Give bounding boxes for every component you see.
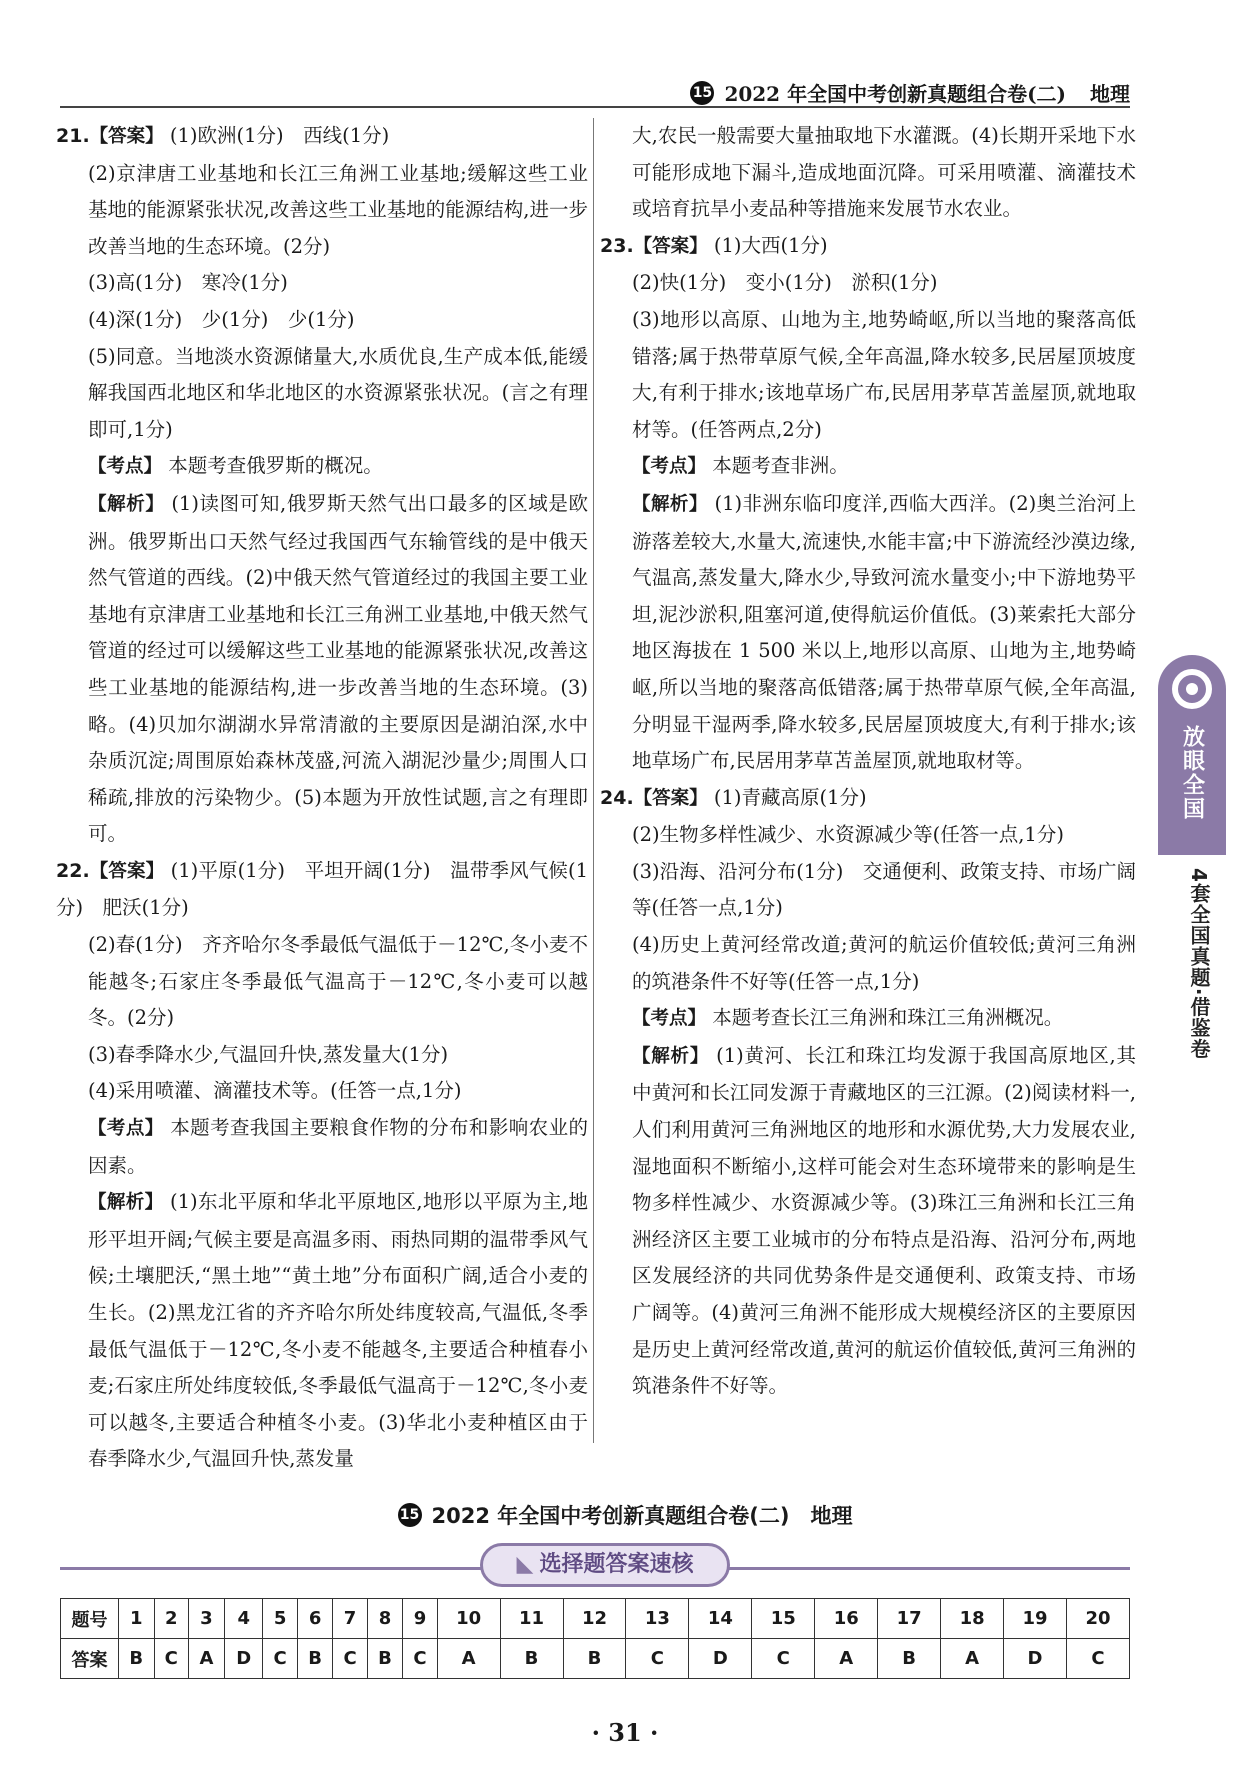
q21-answer-line-3: (3)高(1分) 寒冷(1分) — [88, 271, 288, 295]
table-row-numbers — [61, 1599, 1130, 1639]
answer-cell: C — [626, 1639, 689, 1679]
question-number-cell: 1 — [119, 1599, 155, 1639]
answer-cell: C — [333, 1639, 367, 1679]
answer-cell: B — [297, 1639, 333, 1679]
q24-kaodian: 【考点】 本题考查长江三角洲和珠江三角洲概况。 — [632, 1006, 1064, 1030]
q24-answer-line-2: (2)生物多样性减少、水资源减少等(任答一点,1分) — [632, 823, 1064, 847]
side-tab-label: 放眼全国 — [1179, 725, 1205, 821]
q22-answer-line-1: 22.【答案】 (1)平原(1分) 平坦开阔(1分) 温带季风气候(1分) 肥沃(1分) — [56, 858, 588, 920]
header-subject: 地理 — [1090, 82, 1130, 106]
question-number-cell: 15 — [752, 1599, 815, 1639]
q24-answer-line-1: 24.【答案】 (1)青藏高原(1分) — [600, 785, 867, 809]
question-number-cell: 8 — [367, 1599, 403, 1639]
q22-answer-line-2: (2)春(1分) 齐齐哈尔冬季最低气温低于－12℃,冬小麦不能越冬;石家庄冬季最低气温高于－12℃,冬小麦可以越冬。(2分) — [88, 933, 588, 1030]
answer-cell: B — [119, 1639, 155, 1679]
quick-check-banner — [480, 1543, 730, 1587]
q21-answer-line-5: (5)同意。当地淡水资源储量大,水质优良,生产成本低,能缓解我国西北地区和华北地区的水资源紧张状况。(言之有理即可,1分) — [88, 344, 588, 441]
question-number-cell: 17 — [878, 1599, 941, 1639]
page-number: · 31 · — [591, 1718, 659, 1747]
question-number-cell: 2 — [154, 1599, 188, 1639]
left-column — [56, 118, 588, 1478]
question-number-cell: 4 — [224, 1599, 263, 1639]
answer-key-title-text: 2022 年全国中考创新真题组合卷(二) 地理 — [431, 1504, 853, 1528]
q24-answer-line-4: (4)历史上黄河经常改道;黄河的航运价值较低;黄河三角洲的筑港条件不好等(任答一点,1分) — [632, 933, 1136, 993]
question-number-cell: 9 — [403, 1599, 437, 1639]
side-subtitle: 4套全国真题·借鉴卷 — [1187, 868, 1211, 1060]
q22-answer-line-4: (4)采用喷灌、滴灌技术等。(任答一点,1分) — [88, 1079, 462, 1103]
side-section-tab — [1158, 655, 1226, 855]
answer-cell: D — [224, 1639, 263, 1679]
q21-answer-line-2: (2)京津唐工业基地和长江三角洲工业基地;缓解这些工业基地的能源紧张状况,改善这些工业基地的能源结构,进一步改善当地的生态环境。(2分) — [88, 161, 588, 258]
q21-answer-line-1: 21.【答案】 (1)欧洲(1分) 西线(1分) — [56, 124, 390, 147]
question-number-cell: 6 — [297, 1599, 333, 1639]
target-icon — [1172, 669, 1212, 709]
question-number-cell: 12 — [563, 1599, 626, 1639]
q22-jiexi: 【解析】 (1)东北平原和华北平原地区,地形以平原为主,地形平坦开阔;气候主要是高温多雨、雨热同期的温带季风气候;土壤肥沃,“黑土地”“黄土地”分布面积广阔,适合小麦的生长。(2)黑龙江省的齐齐哈尔所处纬度较高,气温低,冬季最低气温低于－12℃,冬小麦不能越冬,主要适合种植春小麦;石家庄所处纬度较低,冬季最低气温高于－12℃,冬小麦可以越冬,主要适合种植冬小麦。(3)华北小麦种植区由于春季降水少,气温回升快,蒸发量 — [88, 1190, 588, 1471]
question-number-cell: 16 — [815, 1599, 878, 1639]
question-number-cell: 13 — [626, 1599, 689, 1639]
row-header-answer: 答案 — [61, 1639, 119, 1679]
question-number-cell: 10 — [437, 1599, 500, 1639]
question-number-cell: 19 — [1004, 1599, 1067, 1639]
answer-table — [60, 1598, 1130, 1679]
row-header-number: 题号 — [61, 1599, 119, 1639]
answer-cell: C — [263, 1639, 297, 1679]
banner-label: 选择题答案速核 — [539, 1552, 694, 1577]
answer-cell: A — [941, 1639, 1004, 1679]
answer-key-title — [0, 1500, 1250, 1530]
answer-cell: D — [689, 1639, 752, 1679]
question-number-cell: 20 — [1067, 1599, 1130, 1639]
q23-answer-line-3: (3)地形以高原、山地为主,地势崎岖,所以当地的聚落高低错落;属于热带草原气候,全年高温,降水较多,民居屋顶坡度大,有利于排水;该地草场广布,民居用茅草苫盖屋顶,就地取材等。(任答两点,2分) — [632, 307, 1136, 441]
answer-cell: A — [188, 1639, 224, 1679]
question-number-cell: 18 — [941, 1599, 1004, 1639]
q21-jiexi: 【解析】 (1)读图可知,俄罗斯天然气出口最多的区域是欧洲。俄罗斯出口天然气经过我国西气东输管线的是中俄天然气管道的西线。(2)中俄天然气管道经过的我国主要工业基地有京津唐工业基地和长江三角洲工业基地,中俄天然气管道的经过可以缓解这些工业基地的能源紧张状况,改善这些工业基地的能源结构,进一步改善当地的生态环境。(3)略。(4)贝加尔湖湖水异常清澈的主要原因是湖泊深,水中杂质沉淀;周围原始森林茂盛,河流入湖泥沙量少;周围人口稀疏,排放的污染物少。(5)本题为开放性试题,言之有理即可。 — [88, 491, 588, 846]
question-number-cell: 7 — [333, 1599, 367, 1639]
answer-cell: A — [815, 1639, 878, 1679]
answer-cell: C — [403, 1639, 437, 1679]
answer-cell: C — [752, 1639, 815, 1679]
q24-jiexi: 【解析】 (1)黄河、长江和珠江均发源于我国高原地区,其中黄河和长江同发源于青藏地区的三江源。(2)阅读材料一,人们利用黄河三角洲地区的地形和水源优势,大力发展农业,湿地面积不断缩小,这样可能会对生态环境带来的影响是生物多样性减少、水资源减少等。(3)珠江三角洲和长江三角洲经济区主要工业城市的分布特点是沿海、沿河分布,两地区发展经济的共同优势条件是交通便利、政策支持、市场广阔等。(4)黄河三角洲不能形成大规模经济区的主要原因是历史上黄河经常改道,黄河的航运价值较低,黄河三角洲的筑港条件不好等。 — [632, 1043, 1136, 1398]
table-row-answers — [61, 1639, 1130, 1679]
right-column — [600, 118, 1136, 1405]
answer-key-circle-number: 15 — [398, 1503, 422, 1527]
q21-answer-line-4: (4)深(1分) 少(1分) 少(1分) — [88, 307, 355, 331]
answer-cell: C — [154, 1639, 188, 1679]
question-number-cell: 5 — [263, 1599, 297, 1639]
header-circle-number: 15 — [690, 81, 714, 105]
answer-cell: B — [367, 1639, 403, 1679]
answer-cell: B — [878, 1639, 941, 1679]
header-title-group — [690, 78, 1130, 107]
q23-jiexi: 【解析】 (1)非洲东临印度洋,西临大西洋。(2)奥兰治河上游落差较大,水量大,流速快,水能丰富;中下游流经沙漠边缘,气温高,蒸发量大,降水少,导致河流水量变小;中下游地势平坦,泥沙淤积,阻塞河道,使得航运价值低。(3)莱索托大部分地区海拔在 1 500 米以上,地形以高原、山地为主,地势崎岖,所以当地的聚落高低错落;属于热带草原气候,全年高温,分明显干湿两季,降水较多,民居屋顶坡度大,有利于排水;该地草场广布,民居用茅草苫盖屋顶,就地取材等。 — [632, 491, 1136, 773]
q22-kaodian: 【考点】 本题考查我国主要粮食作物的分布和影响农业的因素。 — [88, 1116, 588, 1177]
q21-kaodian: 【考点】 本题考查俄罗斯的概况。 — [88, 454, 383, 478]
q23-answer-line-2: (2)快(1分) 变小(1分) 淤积(1分) — [632, 271, 938, 295]
q22-answer-line-3: (3)春季降水少,气温回升快,蒸发量大(1分) — [88, 1042, 449, 1066]
arrow-icon: ◣ — [516, 1552, 534, 1577]
header-title: 2022 年全国中考创新真题组合卷(二) — [724, 82, 1066, 106]
answer-cell: D — [1004, 1639, 1067, 1679]
column-divider — [593, 118, 594, 1443]
answer-cell: C — [1067, 1639, 1130, 1679]
question-number-cell: 14 — [689, 1599, 752, 1639]
q23-answer-line-1: 23.【答案】 (1)大西(1分) — [600, 233, 828, 257]
q22-jiexi-continued: 大,农民一般需要大量抽取地下水灌溉。(4)长期开采地下水可能形成地下漏斗,造成地面沉降。可采用喷灌、滴灌技术或培育抗旱小麦品种等措施来发展节水农业。 — [632, 124, 1136, 221]
answer-cell: B — [500, 1639, 563, 1679]
q23-kaodian: 【考点】 本题考查非洲。 — [632, 454, 849, 478]
page-header — [60, 78, 1130, 108]
answer-cell: A — [437, 1639, 500, 1679]
question-number-cell: 11 — [500, 1599, 563, 1639]
answer-cell: B — [563, 1639, 626, 1679]
q24-answer-line-3: (3)沿海、沿河分布(1分) 交通便利、政策支持、市场广阔等(任答一点,1分) — [632, 859, 1136, 920]
question-number-cell: 3 — [188, 1599, 224, 1639]
